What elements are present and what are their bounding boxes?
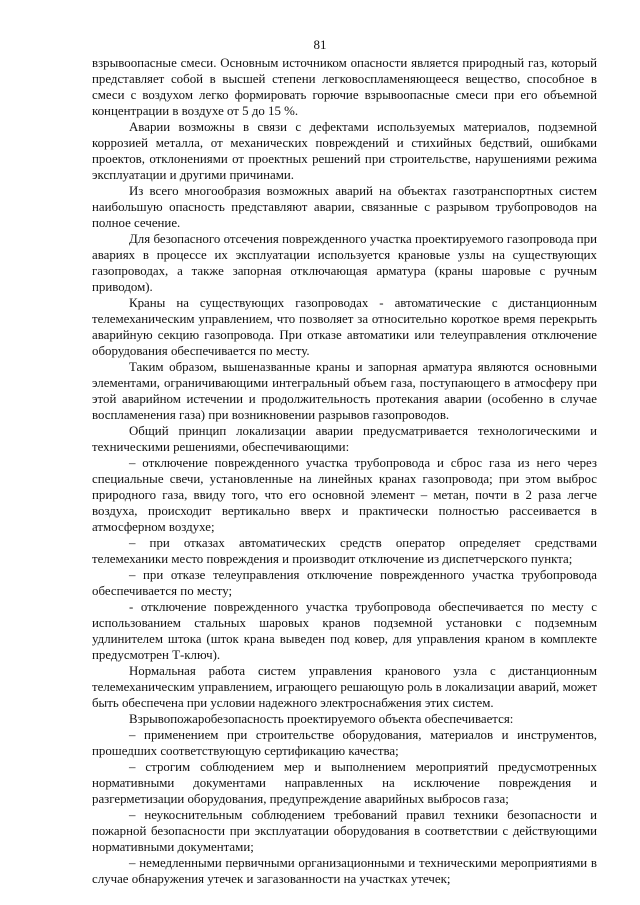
list-item: - отключение поврежденного участка трубопровода обеспечивается по месту с использованием стальных шаровых кранов подземной установки с подземным удлинителем штока (шток крана выведен под ковер, для управления краном в комплекте предусмотрен Т-ключ). bbox=[92, 600, 597, 662]
paragraph: взрывоопасные смеси. Основным источником опасности является природный газ, который представляет собой в высшей степени легковоспламеняющееся вещество, способное в смеси с воздухом легко формировать горючие взрывоопасные смеси при его объемной концентрации в воздухе от 5 до 15 %. bbox=[92, 56, 597, 118]
page-number: 81 bbox=[313, 37, 327, 52]
paragraph: Взрывопожаробезопасность проектируемого объекта обеспечивается: bbox=[129, 712, 514, 726]
paragraph: Нормальная работа систем управления кранового узла с дистанционным телемеханическим управлением, играющего решающую роль в локализации аварий, может быть обеспечена при условии надежного электроснабжения этих систем. bbox=[92, 664, 597, 710]
paragraph: Общий принцип локализации аварии предусматривается технологическими и техническими решениями, обеспечивающими: bbox=[92, 424, 597, 454]
list-item: – применением при строительстве оборудования, материалов и инструментов, прошедших соответствующую сертификацию качества; bbox=[92, 728, 597, 758]
list-item: – отключение поврежденного участка трубопровода и сброс газа из него через специальные свечи, установленные на линейных кранах газопровода; при этом выброс природного газа, ввиду того, что его основной элемент – метан, почти в 2 раза легче воздуха, происходит вертикально вверх и практически полностью рассеивается в атмосферном воздухе; bbox=[92, 456, 597, 534]
list-item: – при отказах автоматических средств оператор определяет средствами телемеханики место повреждения и производит отключение из диспетчерского пункта; bbox=[92, 536, 597, 566]
list-item: – немедленными первичными организационными и техническими мероприятиями в случае обнаружения утечек и загазованности на участках утечек; bbox=[92, 856, 597, 886]
paragraph: Для безопасного отсечения поврежденного участка проектируемого газопровода при авариях в процессе их эксплуатации используется крановые узлы на существующих газопроводах, а также запорная отключающая арматура (краны шаровые с ручным приводом). bbox=[92, 232, 597, 294]
paragraph: Краны на существующих газопроводах - автоматические с дистанционным телемеханическим управлением, что позволяет за относительно короткое время перекрыть аварийную секцию газопровода. При отказе автоматики или телеуправления отключение оборудования обеспечивается по месту. bbox=[92, 296, 597, 358]
list-item: – неукоснительным соблюдением требований правил техники безопасности и пожарной безопасности при эксплуатации оборудования в соответствии с действующими нормативными документами; bbox=[92, 808, 597, 854]
page-body bbox=[92, 55, 597, 887]
paragraph: Аварии возможны в связи с дефектами используемых материалов, подземной коррозией металла, от механических повреждений и стихийных бедствий, ошибками проектов, отклонениями от проектных решений при строительстве, нарушениями режима эксплуатации и другими причинами. bbox=[92, 120, 597, 182]
paragraph: Из всего многообразия возможных аварий на объектах газотранспортных систем наибольшую опасность представляют аварии, связанные с разрывом трубопроводов на полное сечение. bbox=[92, 184, 597, 230]
list-item: – строгим соблюдением мер и выполнением мероприятий предусмотренных нормативными документами направленных на исключение повреждения и разгерметизации оборудования, предупреждение аварийных выбросов газа; bbox=[92, 760, 597, 806]
paragraph: Таким образом, вышеназванные краны и запорная арматура являются основными элементами, ограничивающими интегральный объем газа, поступающего в атмосферу при этой аварийном истечении и продолжительность протекания аварии (особенно в случае воспламенения газа) при возникновении разрывов газопроводов. bbox=[92, 360, 597, 422]
list-item: – при отказе телеуправления отключение поврежденного участка трубопровода обеспечивается по месту; bbox=[92, 568, 597, 598]
